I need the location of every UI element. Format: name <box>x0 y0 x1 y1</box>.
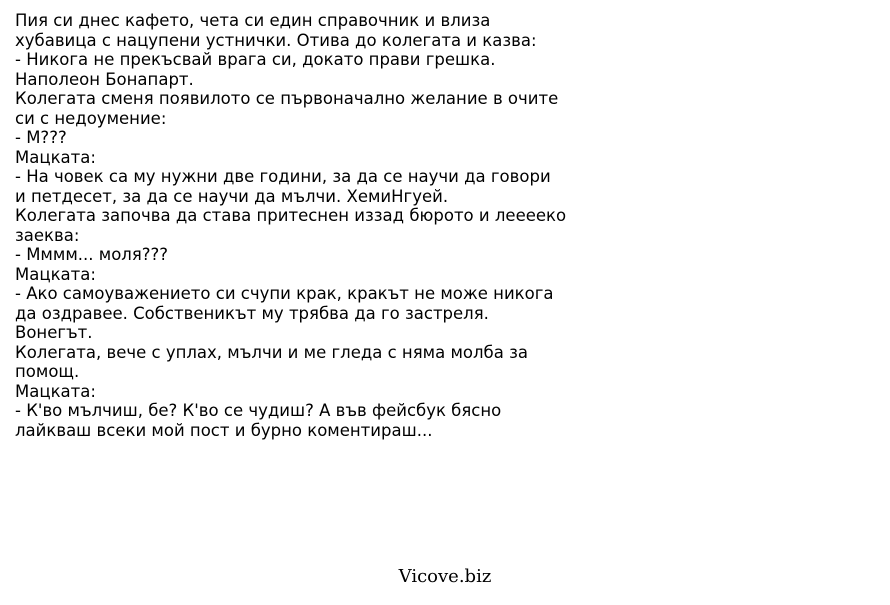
joke-line: Вонегът. <box>15 323 93 342</box>
joke-line: - Мммм... моля??? <box>15 245 169 264</box>
joke-line: Колегата сменя появилото се първоначално желание в очите <box>15 89 559 108</box>
joke-line: си с недоумение: <box>15 108 167 128</box>
joke-line: Колегата, вече с уплах, мълчи и ме гледа с няма молба за <box>15 342 528 362</box>
joke-line: Колегата започва да става притеснен иззад бюрото и лееееко <box>15 206 567 225</box>
site-watermark: Vicove.biz <box>398 566 492 587</box>
joke-line: Мацката: <box>15 147 96 167</box>
joke-line: лайкваш всеки мой пост и бурно коментираш... <box>15 420 433 440</box>
joke-line: - М??? <box>15 128 67 147</box>
joke-line: и петдесет, за да се научи да мълчи. ХемиНгуей. <box>15 186 449 206</box>
joke-line: - Никога не прекъсвай врага си, докато прави грешка. <box>15 50 496 69</box>
joke-line: помощ. <box>15 362 80 381</box>
joke-text <box>15 11 615 440</box>
joke-line: - К'во мълчиш, бе? К'во се чудиш? А във фейсбук бясно <box>15 401 502 420</box>
joke-line: - Ако самоуважението си счупи крак, кракът не може никога <box>15 284 554 303</box>
joke-line: хубавица с нацупени устнички. Отива до колегата и казва: <box>15 30 537 50</box>
joke-line: Мацката: <box>15 381 96 401</box>
joke-line: да оздравее. Собственикът му трябва да го застреля. <box>15 303 489 323</box>
joke-line: Пия си днес кафето, чета си един справочник и влиза <box>15 11 491 30</box>
joke-line: Наполеон Бонапарт. <box>15 69 194 89</box>
joke-line: Мацката: <box>15 264 96 284</box>
joke-line: - На човек са му нужни две години, за да се научи да говори <box>15 167 551 186</box>
joke-line: заеква: <box>15 225 80 245</box>
